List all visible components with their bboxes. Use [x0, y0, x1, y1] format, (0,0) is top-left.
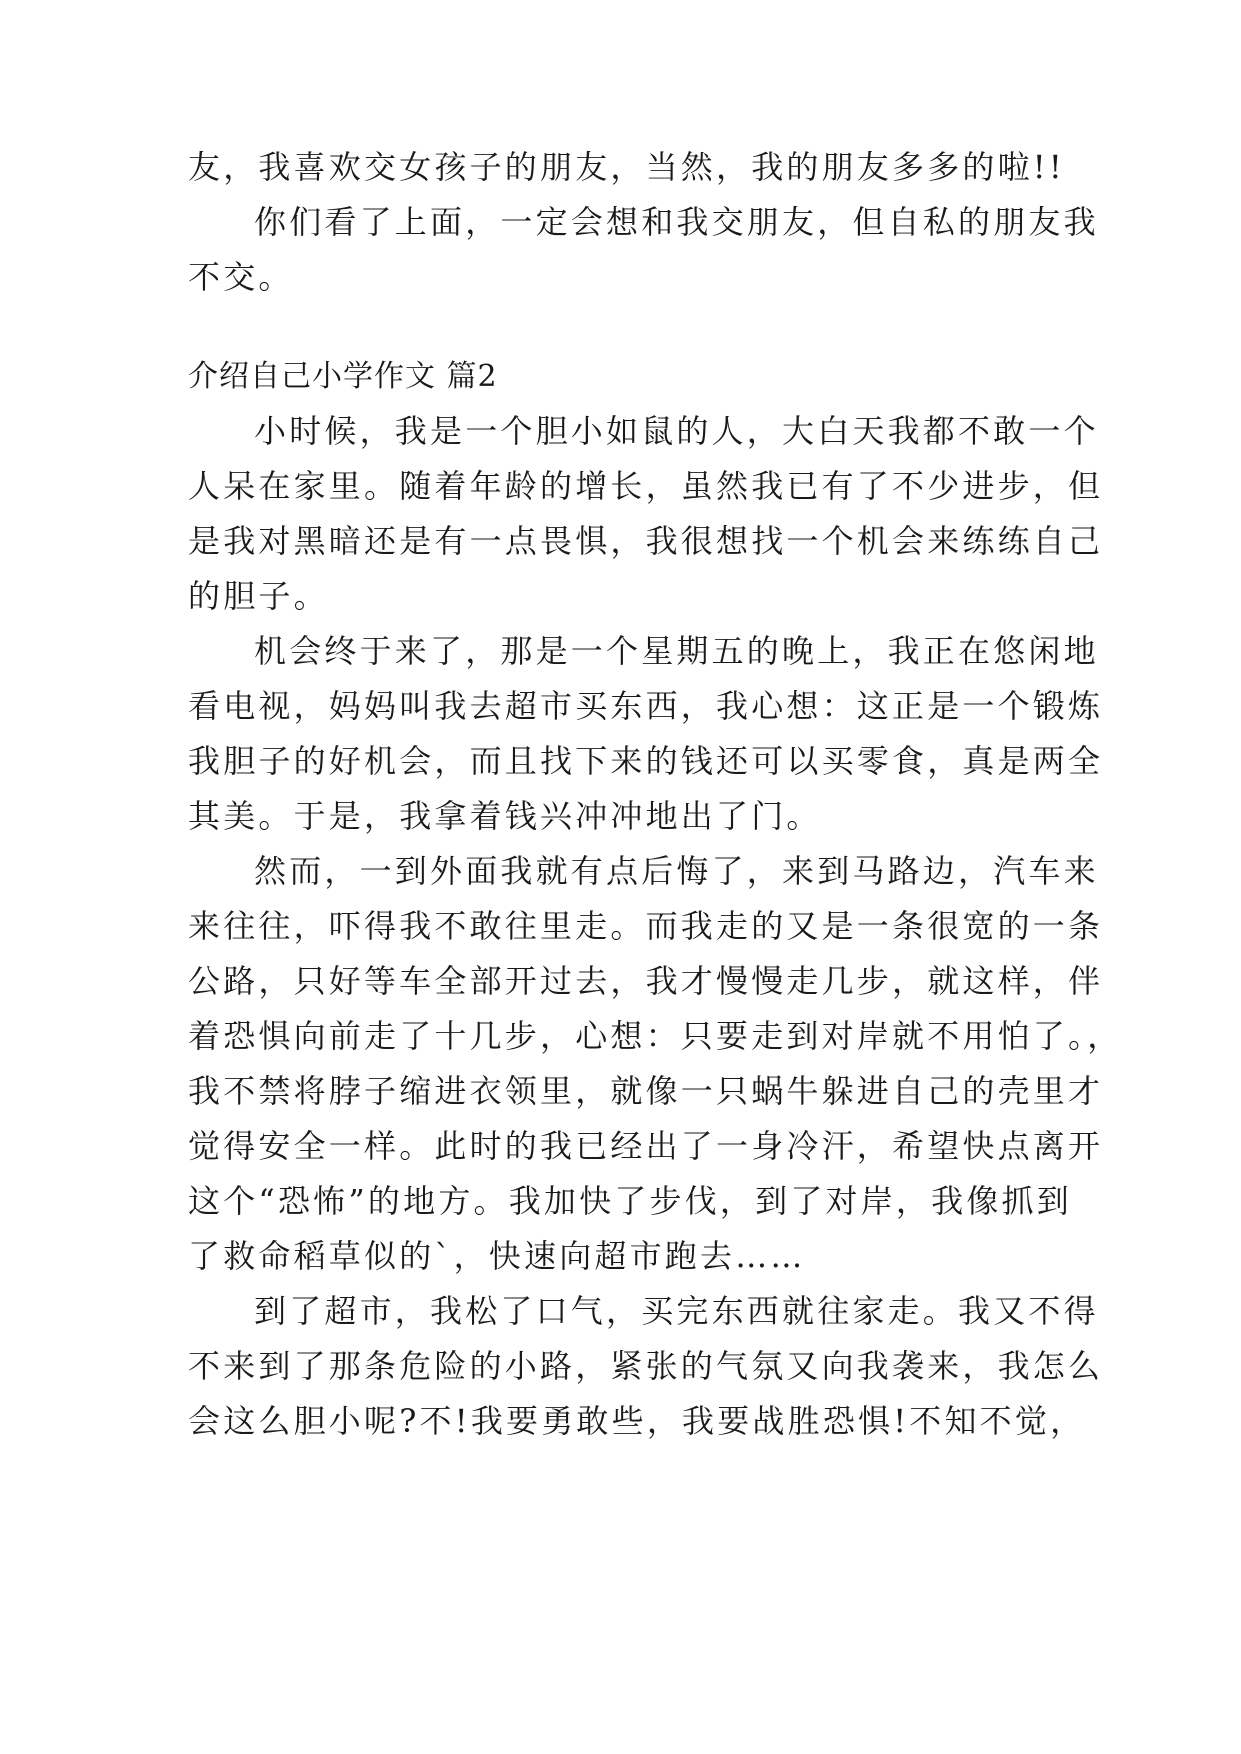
- paragraph-line: 会这么胆小呢?不!我要勇敢些，我要战胜恐惧!不知不觉，: [188, 1402, 1086, 1440]
- paragraph-line: 你们看了上面，一定会想和我交朋友，但自私的朋友我: [254, 203, 1099, 241]
- paragraph-line: 然而，一到外面我就有点后悔了，来到马路边，汽车来: [254, 852, 1099, 890]
- section-title: 介绍自己小学作文 篇2: [188, 359, 498, 394]
- paragraph-line: 其美。于是，我拿着钱兴冲冲地出了门。: [188, 797, 822, 835]
- paragraph-line: 到了超市，我松了口气，买完东西就往家走。我又不得: [254, 1292, 1099, 1330]
- paragraph-line: 看电视，妈妈叫我去超市买东西，我心想：这正是一个锻炼: [188, 687, 1104, 725]
- paragraph-line: 着恐惧向前走了十几步，心想：只要走到对岸就不用怕了。，: [188, 1017, 1123, 1055]
- paragraph-line: 不来到了那条危险的小路，紧张的气氛又向我袭来，我怎么: [188, 1347, 1104, 1385]
- paragraph-line: 不交。: [188, 258, 294, 296]
- paragraph-line: 人呆在家里。随着年龄的增长，虽然我已有了不少进步，但: [188, 467, 1104, 505]
- paragraph-line: 了救命稻草似的`，快速向超市跑去……: [188, 1237, 806, 1275]
- paragraph-line: 我胆子的好机会，而且找下来的钱还可以买零食，真是两全: [188, 742, 1104, 780]
- paragraph-line: 友，我喜欢交女孩子的朋友，当然，我的朋友多多的啦!!: [188, 148, 1065, 186]
- paragraph-line: 觉得安全一样。此时的我已经出了一身冷汗，希望快点离开: [188, 1127, 1104, 1165]
- paragraph-line: 公路，只好等车全部开过去，我才慢慢走几步，就这样，伴: [188, 962, 1104, 1000]
- paragraph-line: 的胆子。: [188, 577, 329, 615]
- paragraph-line: 是我对黑暗还是有一点畏惧，我很想找一个机会来练练自己: [188, 522, 1104, 560]
- paragraph-line: 小时候，我是一个胆小如鼠的人，大白天我都不敢一个: [254, 412, 1099, 450]
- paragraph-line: 机会终于来了，那是一个星期五的晚上，我正在悠闲地: [254, 632, 1099, 670]
- paragraph-line: 这个“恐怖”的地方。我加快了步伐，到了对岸，我像抓到: [188, 1182, 1072, 1220]
- paragraph-line: 来往往，吓得我不敢往里走。而我走的又是一条很宽的一条: [188, 907, 1104, 945]
- paragraph-line: 我不禁将脖子缩进衣领里，就像一只蜗牛躲进自己的壳里才: [188, 1072, 1104, 1110]
